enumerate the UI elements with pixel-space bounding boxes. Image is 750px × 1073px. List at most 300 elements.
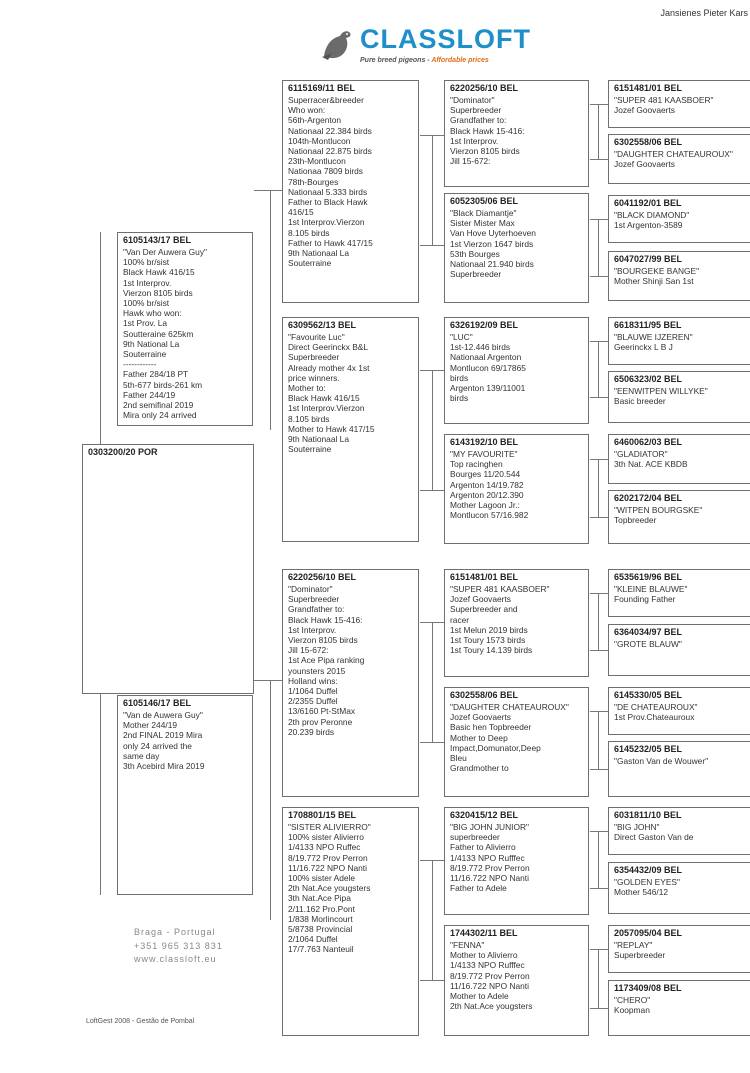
detail-line: 11/16.722 NPO Nanti <box>288 862 367 873</box>
logo-tagline-accent: Affordable prices <box>431 57 489 64</box>
grandparent-card <box>282 569 419 797</box>
connector-line <box>590 1008 608 1009</box>
ancestor-card <box>444 807 589 915</box>
gen4-card <box>608 980 750 1036</box>
gen4-details <box>609 754 750 766</box>
ancestor-ring: 6151481/01 BEL <box>450 572 519 582</box>
connector-line <box>420 490 444 491</box>
gen4-details <box>609 93 750 115</box>
connector-line <box>598 949 599 1008</box>
detail-line: 9th Nationaal La <box>288 248 349 259</box>
ancestor-card <box>444 569 589 677</box>
contact-website: www.classloft.eu <box>134 954 217 964</box>
detail-line: 11/16.722 NPO Nanti <box>450 873 529 884</box>
detail-line: "BLACK DIAMOND" <box>614 210 690 220</box>
detail-line: 2nd semifinal 2019 <box>123 400 194 411</box>
gen4-ring: 6047027/99 BEL <box>614 254 683 264</box>
gen4-details <box>609 938 750 960</box>
detail-line: "Dominator" <box>450 95 495 105</box>
detail-line: Father to Adele <box>450 883 507 894</box>
gen4-card <box>608 687 750 735</box>
ancestor-details <box>445 206 588 279</box>
detail-line: Mother 244/19 <box>123 720 178 731</box>
grandparent-details <box>283 93 418 268</box>
detail-line: 1st Melun 2019 birds <box>450 624 528 635</box>
grandparent-card <box>282 80 419 303</box>
detail-line: "SUPER 481 KAASBOER" <box>614 95 714 105</box>
detail-line: Impact,Domunator,Deep <box>450 742 541 753</box>
detail-line: 1st Argenton-3589 <box>614 220 683 231</box>
detail-line: Geerinckx L B J <box>614 342 673 353</box>
detail-line: 5th-677 birds-261 km <box>123 379 203 390</box>
connector-line <box>590 104 608 105</box>
detail-line: price winners. <box>288 372 340 383</box>
detail-line: Superbreeder and <box>450 604 518 615</box>
connector-line <box>598 593 599 650</box>
detail-line: birds <box>450 393 469 404</box>
detail-line: "CHERO" <box>614 995 651 1005</box>
detail-line: 56th-Argenton <box>288 115 342 126</box>
detail-line: Nationaal Argenton <box>450 352 522 363</box>
ancestor-details <box>445 938 588 1011</box>
owner-name: Jansienes Pieter Kars <box>660 8 748 18</box>
detail-line: Mother 546/12 <box>614 887 669 898</box>
detail-line: "BOURGEKE BANGE" <box>614 266 700 276</box>
detail-line: Montlucon 57/16.982 <box>450 510 529 521</box>
detail-line: racer <box>450 614 470 625</box>
detail-line: Montlucon 69/17865 <box>450 362 526 373</box>
detail-line: 23th-Montlucon <box>288 156 346 167</box>
detail-line: Superracer&breeder <box>288 95 364 105</box>
gen4-ring: 6145232/05 BEL <box>614 744 683 754</box>
ancestor-details <box>445 700 588 773</box>
subject-ring: 0303200/20 POR <box>88 447 158 457</box>
connector-line <box>100 694 101 895</box>
detail-line: 1st Interprov. <box>123 277 172 288</box>
connector-line <box>590 831 608 832</box>
gen4-card <box>608 490 750 544</box>
ancestor-ring: 6326192/09 BEL <box>450 320 519 330</box>
detail-line: "BLAUWE IJZEREN" <box>614 332 693 342</box>
sire-details <box>118 245 252 420</box>
detail-line: 2th Nat.Ace yougsters <box>288 883 371 894</box>
detail-line: 104th-Montlucon <box>288 135 351 146</box>
connector-line <box>432 135 433 245</box>
detail-line: Jozef Goovaerts <box>614 105 675 116</box>
connector-line <box>590 650 608 651</box>
connector-line <box>598 831 599 888</box>
ancestor-details <box>445 820 588 893</box>
detail-line: Soutteraine 625km <box>123 328 194 339</box>
connector-line <box>420 742 444 743</box>
detail-line: Argenton 20/12.390 <box>450 489 524 500</box>
detail-line: "Black Diamantje" <box>450 208 517 218</box>
detail-line: 1st Interprov.Vierzon <box>288 403 365 414</box>
detail-line: 1st Toury 1573 birds <box>450 635 526 646</box>
gen4-details <box>609 208 750 230</box>
contact-city: Braga - Portugal <box>134 927 216 937</box>
connector-line <box>432 370 433 490</box>
detail-line: Jozef Goovaerts <box>450 712 511 723</box>
detail-line: same day <box>123 750 160 761</box>
connector-line <box>590 276 608 277</box>
detail-line: Direct Gaston Van de <box>614 832 694 843</box>
gen4-card <box>608 134 750 184</box>
detail-line: Nationaal 22.384 birds <box>288 125 372 136</box>
gen4-details <box>609 700 750 722</box>
subject-card <box>82 444 254 694</box>
detail-line: 3th Nat.Ace Pipa <box>288 893 351 904</box>
gen4-card <box>608 195 750 243</box>
detail-line: 2th Nat.Ace yougsters <box>450 1001 533 1012</box>
gen4-card <box>608 862 750 914</box>
detail-line: 1st Prov.Chateauroux <box>614 712 695 723</box>
detail-line: "LUC" <box>450 332 473 342</box>
dam-details <box>118 708 252 771</box>
detail-line: ------------ <box>123 359 157 370</box>
connector-line <box>420 245 444 246</box>
detail-line: Mother to Adele <box>450 991 509 1002</box>
grandparent-ring: 6220256/10 BEL <box>288 572 357 582</box>
detail-line: Black Hawk 416/15 <box>288 393 360 404</box>
detail-line: Mira only 24 arrived <box>123 410 197 421</box>
detail-line: Direct Geerinckx B&L <box>288 342 369 353</box>
grandparent-details <box>283 820 418 955</box>
grandparent-card <box>282 317 419 542</box>
gen4-card <box>608 807 750 855</box>
detail-line: "DAUGHTER CHATEAUROUX" <box>450 702 569 712</box>
connector-line <box>598 104 599 159</box>
detail-line: 1/4133 NPO Ruffec <box>288 842 361 853</box>
connector-line <box>270 190 271 430</box>
gen4-ring: 6364034/97 BEL <box>614 627 683 637</box>
detail-line: Grandfather to: <box>288 604 345 615</box>
gen4-ring: 6618311/95 BEL <box>614 320 682 330</box>
ancestor-card <box>444 193 589 303</box>
detail-line: Who won: <box>288 105 326 116</box>
gen4-details <box>609 993 750 1015</box>
ancestor-details <box>445 582 588 655</box>
gen4-card <box>608 741 750 797</box>
detail-line: Nationaal 21.940 birds <box>450 259 534 270</box>
detail-line: 100% sister Adele <box>288 873 356 884</box>
gen4-card <box>608 251 750 301</box>
gen4-card <box>608 569 750 617</box>
detail-line: 1/838 Morlincourt <box>288 913 353 924</box>
detail-line: Jill 15-672: <box>288 645 329 656</box>
logo-tagline <box>360 57 489 64</box>
detail-line: "Favourite Luc" <box>288 332 345 342</box>
detail-line: 1st Toury 14.139 birds <box>450 645 533 656</box>
contact-phone: +351 965 313 831 <box>134 940 223 951</box>
connector-line <box>598 459 599 517</box>
gen4-ring: 6202172/04 BEL <box>614 493 683 503</box>
gen4-ring: 6151481/01 BEL <box>614 83 683 93</box>
detail-line: 1/1064 Duffel <box>288 686 338 697</box>
detail-line: Grandfather to: <box>450 115 507 126</box>
detail-line: Jozef Goovaerts <box>614 159 675 170</box>
detail-line: 8/19.772 Prov Perron <box>288 852 368 863</box>
gen4-card <box>608 434 750 484</box>
connector-line <box>590 219 608 220</box>
detail-line: Black Hawk 416/15 <box>123 267 195 278</box>
connector-line <box>432 622 433 742</box>
detail-line: "SISTER ALIVIERRO" <box>288 822 371 832</box>
detail-line: Nationaal 5.333 birds <box>288 186 368 197</box>
detail-line: 1st Interprov. <box>450 135 499 146</box>
detail-line: "REPLAY" <box>614 940 653 950</box>
detail-line: Mother to Alivierro <box>450 950 518 961</box>
detail-line: Superbreeder <box>288 352 340 363</box>
detail-line: 20.239 birds <box>288 726 335 737</box>
detail-line: Mother to: <box>288 383 326 394</box>
gen4-card <box>608 317 750 365</box>
detail-line: 11/16.722 NPO Nanti <box>450 980 529 991</box>
detail-line: Mother Lagoon Jr.: <box>450 500 520 511</box>
detail-line: Nationaal 22.875 birds <box>288 146 372 157</box>
detail-line: "BIG JOHN" <box>614 822 660 832</box>
detail-line: "Van de Auwera Guy" <box>123 710 203 720</box>
connector-line <box>590 517 608 518</box>
connector-line <box>590 888 608 889</box>
gen4-card <box>608 624 750 676</box>
detail-line: Koopman <box>614 1005 650 1016</box>
classloft-logo <box>318 24 533 72</box>
detail-line: Jill 15-672: <box>450 156 491 167</box>
detail-line: 3th Nat. ACE KBDB <box>614 459 688 470</box>
gen4-details <box>609 147 750 169</box>
detail-line: 2/11.162 Pro.Pont <box>288 903 355 914</box>
ancestor-ring: 6302558/06 BEL <box>450 690 519 700</box>
detail-line: 1st Interprov.Vierzon <box>288 217 365 228</box>
detail-line: 100% br/sist <box>123 257 170 268</box>
detail-line: Superbreeder <box>450 269 502 280</box>
detail-line: Mother Shinji San 1st <box>614 276 694 287</box>
detail-line: 1st-12.446 birds <box>450 342 511 353</box>
detail-line: 1/4133 NPO Rufffec <box>450 960 525 971</box>
detail-line: Black Hawk 15-416: <box>288 614 363 625</box>
detail-line: 2nd FINAL 2019 Mira <box>123 730 203 741</box>
gen4-card <box>608 371 750 423</box>
logo-name: CLASSLOFT <box>360 24 531 54</box>
detail-line: 8.105 birds <box>288 413 330 424</box>
detail-line: 100% br/sist <box>123 298 170 309</box>
detail-line: "DAUGHTER CHATEAUROUX" <box>614 149 733 159</box>
ancestor-ring: 6220256/10 BEL <box>450 83 519 93</box>
detail-line: Argenton 139/11001 <box>450 383 526 394</box>
ancestor-details <box>445 93 588 166</box>
detail-line: younsters 2015 <box>288 665 346 676</box>
contact-block <box>134 926 223 967</box>
gen4-ring: 6145330/05 BEL <box>614 690 683 700</box>
logo-tagline-main: Pure breed pigeons - <box>360 57 432 64</box>
detail-line: 17/7.763 Nanteuil <box>288 944 354 955</box>
detail-line: Hawk who won: <box>123 308 182 319</box>
detail-line: 8/19.772 Prov Perron <box>450 862 530 873</box>
detail-line: Mother to Deep <box>450 732 508 743</box>
detail-line: 8/19.772 Prov Perron <box>450 970 530 981</box>
ancestor-card <box>444 317 589 424</box>
connector-line <box>598 341 599 397</box>
gen4-ring: 6354432/09 BEL <box>614 865 683 875</box>
connector-line <box>590 769 608 770</box>
detail-line: 2th prov Peronne <box>288 716 353 727</box>
grandparent-details <box>283 330 418 454</box>
sire-card <box>117 232 253 426</box>
grandparent-ring: 6115169/11 BEL <box>288 83 356 93</box>
ancestor-card <box>444 925 589 1036</box>
gen4-details <box>609 384 750 406</box>
detail-line: Basic breeder <box>614 396 666 407</box>
detail-line: 1st Ace Pipa ranking <box>288 655 365 666</box>
detail-line: Souterraine <box>288 258 332 269</box>
sire-ring: 6105143/17 BEL <box>123 235 192 245</box>
connector-line <box>590 711 608 712</box>
gen4-details <box>609 875 750 897</box>
detail-line: Bourges 11/20.544 <box>450 469 521 480</box>
ancestor-details <box>445 330 588 403</box>
detail-line: Souterraine <box>288 444 332 455</box>
connector-line <box>590 159 608 160</box>
detail-line: Father 244/19 <box>123 389 176 400</box>
ancestor-card <box>444 687 589 797</box>
gen4-ring: 6460062/03 BEL <box>614 437 683 447</box>
footer-credit: LoftGest 2008 - Gestão de Pombal <box>86 1018 195 1025</box>
gen4-details <box>609 447 750 469</box>
detail-line: "GOLDEN EYES" <box>614 877 680 887</box>
detail-line: Grandmother to <box>450 763 509 774</box>
connector-line <box>598 219 599 276</box>
gen4-details <box>609 503 750 525</box>
detail-line: Jozef Goovaerts <box>450 594 511 605</box>
detail-line: Superbreeder <box>450 105 502 116</box>
connector-line <box>254 680 282 681</box>
ancestor-ring: 1744302/11 BEL <box>450 928 518 938</box>
gen4-card <box>608 925 750 973</box>
detail-line: Superbreeder <box>614 950 666 961</box>
connector-line <box>590 341 608 342</box>
detail-line: "SUPER 481 KAASBOER" <box>450 584 550 594</box>
connector-line <box>590 949 608 950</box>
detail-line: 53th Bourges <box>450 248 500 259</box>
connector-line <box>100 232 101 444</box>
ancestor-ring: 6143192/10 BEL <box>450 437 519 447</box>
detail-line: "Gaston Van de Wouwer" <box>614 756 709 766</box>
detail-line: Bleu <box>450 753 467 764</box>
detail-line: 1st Prov. La <box>123 318 168 329</box>
detail-line: Souterraine <box>123 349 167 360</box>
grandparent-ring: 6309562/13 BEL <box>288 320 357 330</box>
detail-line: Father 284/18 PT <box>123 369 189 380</box>
detail-line: Father to Hawk 417/15 <box>288 237 373 248</box>
dam-ring: 6105146/17 BEL <box>123 698 192 708</box>
gen4-ring: 6302558/06 BEL <box>614 137 683 147</box>
gen4-details <box>609 264 750 286</box>
detail-line: Superbreeder <box>288 594 340 605</box>
detail-line: Argenton 14/19.782 <box>450 479 524 490</box>
detail-line: 416/15 <box>288 207 314 218</box>
detail-line: 1/4133 NPO Rufffec <box>450 852 525 863</box>
gen4-details <box>609 582 750 604</box>
detail-line: "BIG JOHN JUNIOR" <box>450 822 529 832</box>
detail-line: birds <box>450 372 469 383</box>
detail-line: 9th National La <box>123 338 180 349</box>
gen4-ring: 2057095/04 BEL <box>614 928 683 938</box>
detail-line: Black Hawk 15-416: <box>450 125 525 136</box>
connector-line <box>590 593 608 594</box>
detail-line: Father to Alivierro <box>450 842 516 853</box>
ancestor-card <box>444 80 589 187</box>
detail-line: Vierzon 8105 birds <box>450 146 520 157</box>
detail-line: 3th Acebird Mira 2019 <box>123 761 205 772</box>
detail-line: superbreeder <box>450 832 500 843</box>
grandparent-details <box>283 582 418 737</box>
grandparent-ring: 1708801/15 BEL <box>288 810 357 820</box>
detail-line: "FENNA" <box>450 940 485 950</box>
pigeon-icon <box>318 26 358 64</box>
gen4-ring: 1173409/08 BEL <box>614 983 682 993</box>
detail-line: Founding Father <box>614 594 676 605</box>
ancestor-ring: 6320415/12 BEL <box>450 810 519 820</box>
detail-line: 78th-Bourges <box>288 176 339 187</box>
detail-line: Van Hove Uyterhoeven <box>450 228 536 239</box>
detail-line: Vierzon 8105 birds <box>288 635 358 646</box>
connector-line <box>254 190 282 191</box>
detail-line: 2/2355 Duffel <box>288 696 338 707</box>
detail-line: "Van Der Auwera Guy" <box>123 247 207 257</box>
detail-line: "MY FAVOURITE" <box>450 449 518 459</box>
connector-line <box>598 711 599 769</box>
ancestor-ring: 6052305/06 BEL <box>450 196 519 206</box>
connector-line <box>590 397 608 398</box>
gen4-details <box>609 330 750 352</box>
detail-line: 8.105 birds <box>288 227 330 238</box>
detail-line: Sister Mister Max <box>450 218 515 229</box>
detail-line: "WITPEN BOURGSKE" <box>614 505 703 515</box>
dam-card <box>117 695 253 895</box>
detail-line: "GROTE BLAUW" <box>614 639 682 649</box>
detail-line: 1st Vierzon 1647 birds <box>450 238 534 249</box>
detail-line: "Dominator" <box>288 584 333 594</box>
detail-line: Holland wins: <box>288 675 338 686</box>
gen4-ring: 6506323/02 BEL <box>614 374 683 384</box>
detail-line: Top racinghen <box>450 459 503 470</box>
detail-line: Father to Black Hawk <box>288 197 368 208</box>
detail-line: Vierzon 8105 birds <box>123 287 193 298</box>
detail-line: "EENWITPEN WILLYKE" <box>614 386 708 396</box>
connector-line <box>270 680 271 920</box>
detail-line: 13/6160 Pt-StMax <box>288 706 356 717</box>
detail-line: Mother to Hawk 417/15 <box>288 423 375 434</box>
gen4-ring: 6041192/01 BEL <box>614 198 682 208</box>
grandparent-card <box>282 807 419 1036</box>
detail-line: 2/1064 Duffel <box>288 934 338 945</box>
connector-line <box>420 980 444 981</box>
connector-line <box>432 860 433 980</box>
detail-line: Basic hen Topbreeder <box>450 722 532 733</box>
gen4-ring: 6535619/96 BEL <box>614 572 683 582</box>
connector-line <box>590 459 608 460</box>
detail-line: Topbreeder <box>614 515 657 526</box>
ancestor-card <box>444 434 589 544</box>
gen4-card <box>608 80 750 128</box>
gen4-ring: 6031811/10 BEL <box>614 810 682 820</box>
detail-line: 5/8738 Provincial <box>288 924 353 935</box>
detail-line: Nationaa 7809 birds <box>288 166 363 177</box>
detail-line: Already mother 4x 1st <box>288 362 370 373</box>
detail-line: "KLEINE BLAUWE" <box>614 584 688 594</box>
gen4-details <box>609 637 750 649</box>
